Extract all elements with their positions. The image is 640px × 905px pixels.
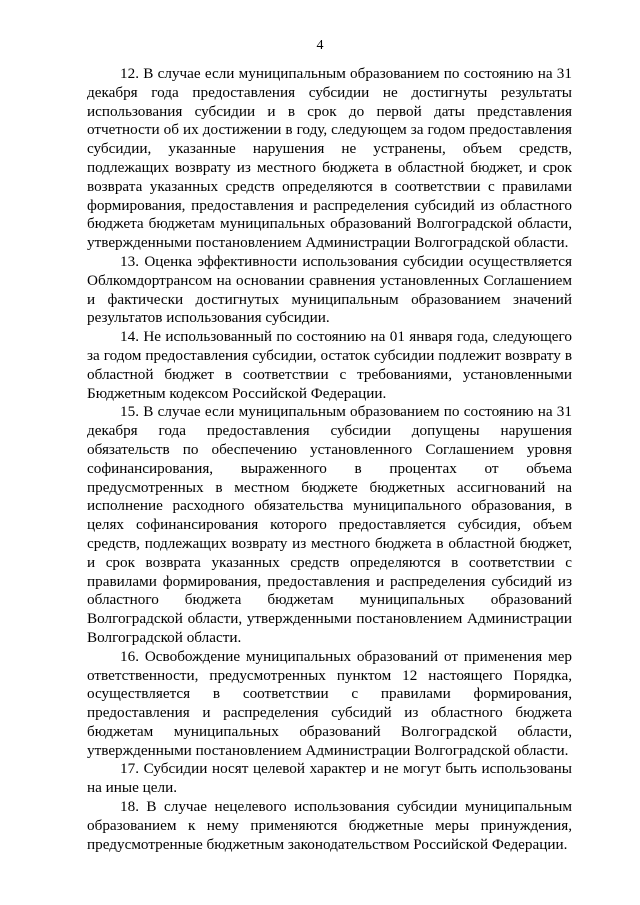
paragraph-12: 12. В случае если муниципальным образованием по состоянию на 31 декабря года предоставления субсидии не достигнуты результаты использования субсидии и в срок до первой даты представления отчетности об их достижении в году, следующем за годом предоставления субсидии, указанные нарушения не устранены, объем средств, подлежащих возврату из местного бюджета в областной бюджет, и срок возврата указанных средств определяются в соответствии с правилами формирования, предоставления и распределения субсидий из областного бюджета бюджетам муниципальных образований Волгоградской области, утвержденными постановлением Администрации Волгоградской области. <box>87 65 572 252</box>
paragraph-18: 18. В случае нецелевого использования субсидии муниципальным образованием к нему применяются бюджетные меры принуждения, предусмотренные бюджетным законодательством Российской Федерации. <box>87 798 572 853</box>
paragraph-15: 15. В случае если муниципальным образованием по состоянию на 31 декабря года предоставления субсидии допущены нарушения обязательств по обеспечению установленного Соглашением уровня софинансирования, выраженного в процентах от объема предусмотренных в местном бюджете бюджетных ассигнований на исполнение расходного обязательства муниципального образования, в целях софинансирования которого предоставляется субсидия, объем средств, подлежащих возврату из местного бюджета в областной бюджет, и срок возврата указанных средств определяются в соответствии с правилами формирования, предоставления и распределения субсидий из областного бюджета бюджетам муниципальных образований Волгоградской области, утвержденными постановлением Администрации Волгоградской области. <box>87 403 572 646</box>
document-body <box>87 65 572 854</box>
paragraph-14: 14. Не использованный по состоянию на 01 января года, следующего за годом предоставления субсидии, остаток субсидии подлежит возврату в областной бюджет в соответствии с требованиями, установленными Бюджетным кодексом Российской Федерации. <box>87 328 572 402</box>
paragraph-17: 17. Субсидии носят целевой характер и не могут быть использованы на иные цели. <box>87 760 572 797</box>
page-number: 4 <box>316 38 324 53</box>
paragraph-16: 16. Освобождение муниципальных образований от применения мер ответственности, предусмотренных пунктом 12 настоящего Порядка, осуществляется в соответствии с правилами формирования, предоставления и распределения субсидий из областного бюджета бюджетам муниципальных образований Волгоградской области, утвержденными постановлением Администрации Волгоградской области. <box>87 647 572 759</box>
paragraph-13: 13. Оценка эффективности использования субсидии осуществляется Облкомдортрансом на основании сравнения установленных Соглашением и фактически достигнутых муниципальным образованием значений результатов использования субсидии. <box>87 252 572 327</box>
